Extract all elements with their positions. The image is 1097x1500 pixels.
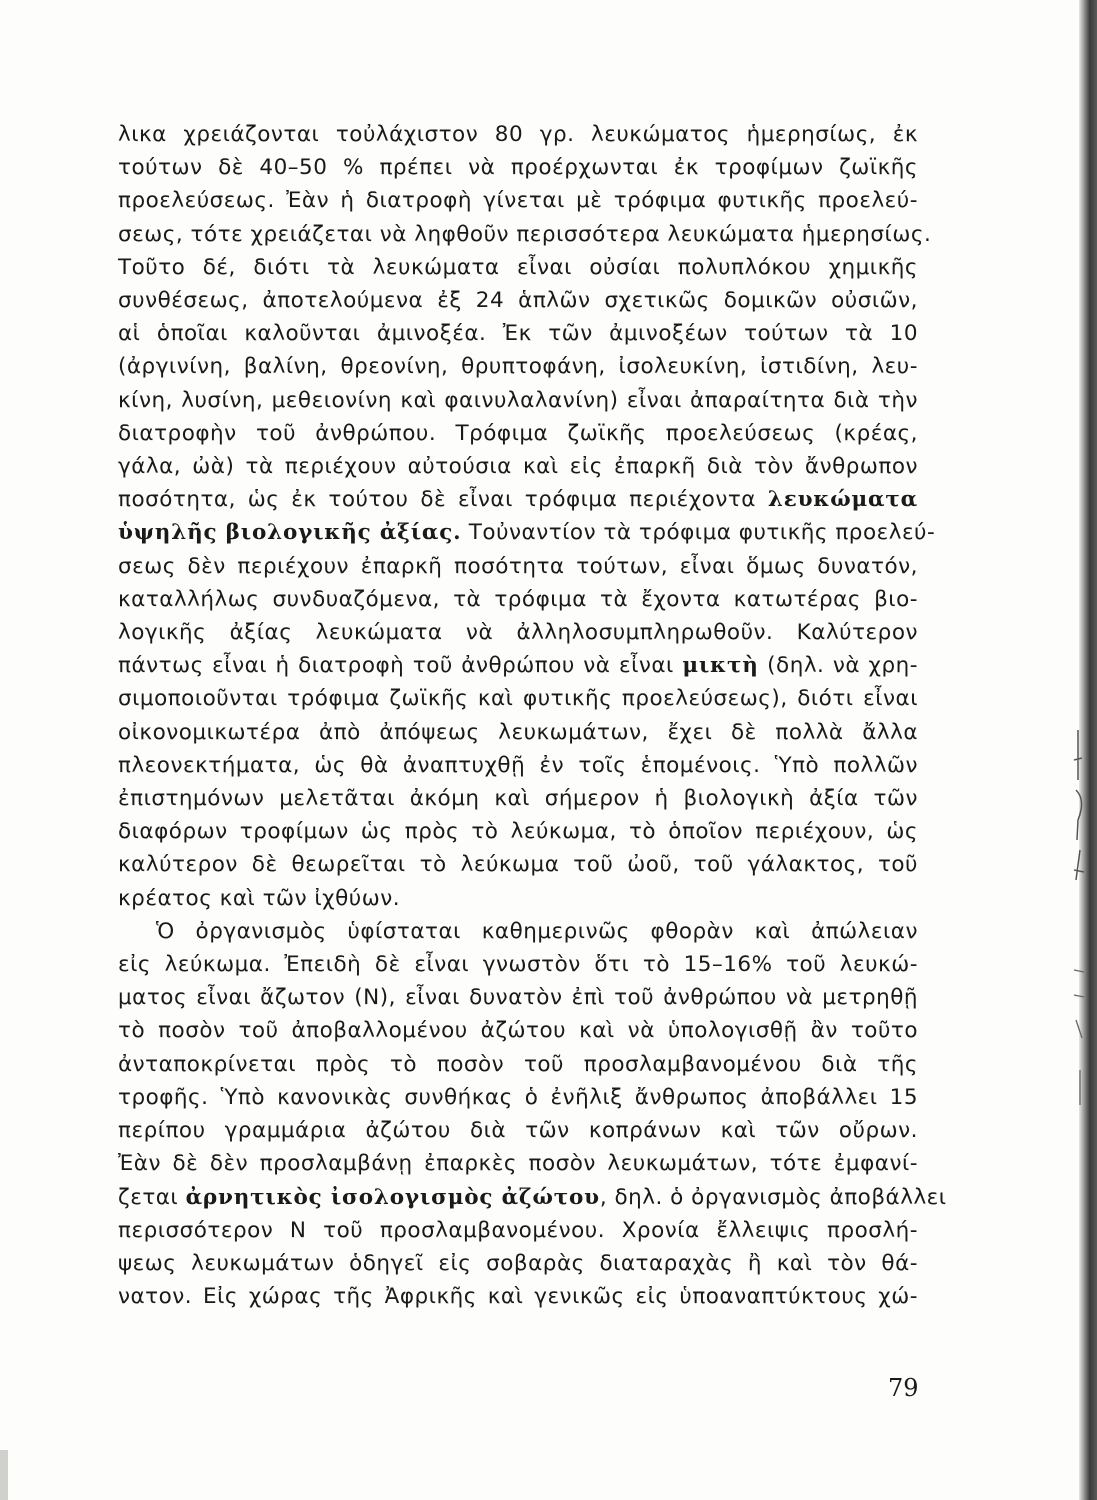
text-line: γάλα, ὠὰ) τὰ περιέχουν αὐτούσια καὶ εἰς ἐπαρκῆ διὰ τὸν ἄνθρωπον — [118, 454, 918, 480]
text-line: κίνη, λυσίνη, μεθειονίνη καὶ φαινυλαλανίνη) εἶναι ἀπαραίτητα διὰ τὴν — [118, 387, 918, 413]
text-segment: (δηλ. νὰ χρη- — [767, 653, 918, 679]
text-line — [118, 649, 918, 682]
text-line: εἰς λεύκωμα. Ἐπειδὴ δὲ εἶναι γνωστὸν ὅτι τὸ 15–16% τοῦ λευκώ- — [118, 952, 918, 978]
text-segment: πάντως εἶναι ἡ διατροφὴ τοῦ ἀνθρώπου νὰ εἶναι — [118, 653, 674, 679]
text-line: πλεονεκτήματα, ὡς θὰ ἀναπτυχθῇ ἐν τοῖς ἑπομένοις. Ὑπὸ πολλῶν — [118, 752, 918, 778]
page-number: 79 — [888, 1374, 919, 1402]
text-line: σεως, τότε χρειάζεται νὰ ληφθοῦν περισσότερα λευκώματα ἡμερησίως. — [118, 221, 932, 247]
text-line: τὸ ποσὸν τοῦ ἀποβαλλομένου ἀζώτου καὶ νὰ ὑπολογισθῇ ἂν τοῦτο — [118, 1018, 918, 1044]
text-line: κρέατος καὶ τῶν ἰχθύων. — [118, 885, 401, 911]
text-line: Τοῦτο δέ, διότι τὰ λευκώματα εἶναι οὐσίαι πολυπλόκου χημικῆς — [118, 254, 918, 280]
text-line: (ἀργινίνη, βαλίνη, θρεονίνη, θρυπτοφάνη, ἰσολευκίνη, ἰστιδίνη, λευ- — [118, 354, 918, 380]
text-line: ἐπιστημόνων μελετᾶται ἀκόμη καὶ σήμερον ἡ βιολογικὴ ἀξία τῶν — [118, 786, 918, 812]
text-line: αἱ ὁποῖαι καλοῦνται ἀμινοξέα. Ἐκ τῶν ἀμινοξέων τούτων τὰ 10 — [118, 321, 918, 347]
text-line: σιμοποιοῦνται τρόφιμα ζωϊκῆς καὶ φυτικῆς προελεύσεως), διότι εἶναι — [118, 686, 918, 712]
emphasis-biological-value: ὑψηλῆς βιολογικῆς ἀξίας. — [118, 520, 462, 546]
text-line: συνθέσεως, ἀποτελούμενα ἐξ 24 ἁπλῶν σχετικῶς δομικῶν οὐσιῶν, — [118, 288, 918, 314]
body-text — [118, 118, 947, 1313]
text-line: προελεύσεως. Ἐὰν ἡ διατροφὴ γίνεται μὲ τρόφιμα φυτικῆς προελεύ- — [118, 188, 918, 214]
text-line: ἀνταποκρίνεται πρὸς τὸ ποσὸν τοῦ προσλαμβανομένου διὰ τῆς — [118, 1051, 918, 1077]
text-line: διαφόρων τροφίμων ὡς πρὸς τὸ λεύκωμα, τὸ ὁποῖον περιέχουν, ὡς — [118, 819, 918, 845]
text-segment: , δηλ. ὁ ὀργανισμὸς ἀποβάλλει — [599, 1184, 947, 1210]
text-line — [118, 483, 918, 516]
text-line: λογικῆς ἀξίας λευκώματα νὰ ἀλληλοσυμπληρωθοῦν. Καλύτερον — [118, 620, 918, 646]
scan-corner-shadow — [0, 1450, 8, 1500]
text-segment: ζεται — [118, 1184, 179, 1210]
text-line: περισσότερον Ν τοῦ προσλαμβανομένου. Χρονία ἔλλειψις προσλή- — [118, 1217, 918, 1243]
text-line: τροφῆς. Ὑπὸ κανονικὰς συνθήκας ὁ ἐνῆλιξ ἄνθρωπος ἀποβάλλει 15 — [118, 1084, 918, 1110]
pencil-mark — [1074, 730, 1082, 780]
pencil-mark — [1074, 970, 1084, 1105]
emphasis-negative-nitrogen-balance: ἀρνητικὸς ἰσολογισμὸς ἀζώτου — [185, 1184, 600, 1210]
emphasis-protein: λευκώματα — [767, 487, 918, 513]
text-line: λικα χρειάζονται τοὐλάχιστον 80 γρ. λευκώματος ἡμερησίως, ἐκ — [118, 122, 918, 147]
text-line: νατον. Εἰς χώρας τῆς Ἀφρικῆς καὶ γενικῶς εἰς ὑποαναπτύκτους χώ- — [118, 1284, 918, 1310]
text-line: οἰκονομικωτέρα ἀπὸ ἀπόψεως λευκωμάτων, ἔχει δὲ πολλὰ ἄλλα — [118, 719, 918, 745]
text-segment: Τοὐναντίον τὰ τρόφιμα φυτικῆς προελεύ- — [468, 520, 936, 546]
emphasis-mixed: μικτὴ — [682, 653, 759, 679]
pencil-mark — [1076, 790, 1082, 840]
text-line: τούτων δὲ 40–50 % πρέπει νὰ προέρχωνται ἐκ τροφίμων ζωϊκῆς — [118, 155, 918, 181]
pencil-mark — [1074, 850, 1084, 880]
text-line: καταλλήλως συνδυαζόμενα, τὰ τρόφιμα τὰ ἔχοντα κατωτέρας βιο- — [118, 586, 918, 612]
text-line: καλύτερον δὲ θεωρεῖται τὸ λεύκωμα τοῦ ὠοῦ, τοῦ γάλακτος, τοῦ — [118, 852, 918, 878]
margin-pencil-marks — [1060, 720, 1090, 1120]
text-line — [118, 516, 936, 549]
text-segment: ποσότητα, ὡς ἐκ τούτου δὲ εἶναι τρόφιμα περιέχοντα — [118, 487, 756, 513]
text-line: περίπου γραμμάρια ἀζώτου διὰ τῶν κοπράνων καὶ τῶν οὔρων. — [118, 1118, 918, 1144]
text-line: διατροφὴν τοῦ ἀνθρώπου. Τρόφιμα ζωϊκῆς προελεύσεως (κρέας, — [118, 420, 918, 446]
text-line: Ἐὰν δὲ δὲν προσλαμβάνῃ ἐπαρκὲς ποσὸν λευκωμάτων, τότε ἐμφανί- — [118, 1151, 918, 1177]
text-line: ματος εἶναι ἄζωτον (Ν), εἶναι δυνατὸν ἐπὶ τοῦ ἀνθρώπου νὰ μετρηθῇ — [118, 985, 918, 1011]
text-line: ψεως λευκωμάτων ὁδηγεῖ εἰς σοβαρὰς διαταραχὰς ἢ καὶ τὸν θά- — [118, 1250, 918, 1276]
text-line — [118, 1181, 947, 1214]
text-line: Ὁ ὀργανισμὸς ὑφίσταται καθημερινῶς φθορὰν καὶ ἀπώλειαν — [156, 918, 918, 944]
text-line: σεως δὲν περιέχουν ἐπαρκῆ ποσότητα τούτων, εἶναι ὅμως δυνατόν, — [118, 553, 918, 579]
